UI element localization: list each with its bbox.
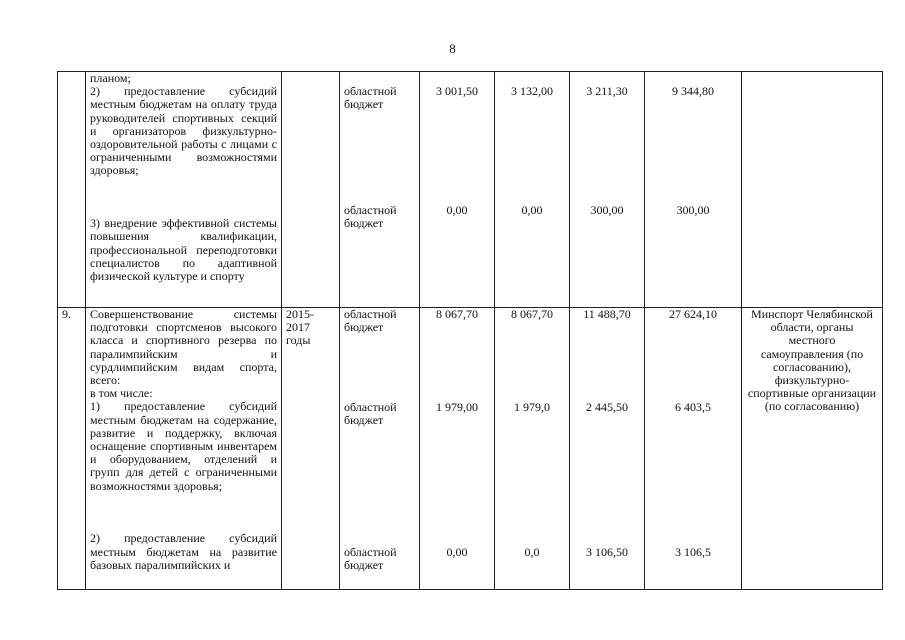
- amount-2017-cell: [570, 308, 645, 590]
- amount-value: 300,00: [590, 203, 624, 217]
- table-row-continuation: [58, 72, 883, 308]
- funding-source: областной бюджет: [344, 400, 397, 428]
- amount-total-cell: [645, 72, 742, 308]
- amount-value: 3 106,50: [586, 545, 628, 559]
- amount-value: 2 445,50: [586, 400, 628, 414]
- amount-value: 0,00: [446, 203, 468, 217]
- funding-source: областной бюджет: [344, 545, 397, 573]
- amount-value: 11 488,70: [583, 307, 631, 321]
- page-number: 8: [449, 41, 456, 56]
- activity-cell: [86, 72, 282, 308]
- responsible-cell: Минспорт Челябинской области, органы местного самоуправления (по согласованию), физкультурно-спортивные организации (по согласованию): [742, 308, 883, 590]
- amount-2016-cell: [495, 308, 570, 590]
- activity-text: 1) предоставление субсидий местным бюджетам на содержание, развитие и поддержку, включая оснащение спортивным инвентарем и оборудованием, отделений и групп для детей с ограниченными возможностями здоровья;: [90, 399, 277, 493]
- amount-value: 0,00: [446, 545, 468, 559]
- amount-2016-cell: [495, 72, 570, 308]
- amount-value: 8 067,70: [511, 307, 553, 321]
- amount-value: 3 211,30: [586, 84, 628, 98]
- funding-source-cell: [340, 72, 420, 308]
- funding-source: областной бюджет: [344, 307, 397, 335]
- funding-source-cell: [340, 308, 420, 590]
- activity-title: Совершенствование системы подготовки спортсменов высокого класса и спортивного резерва по паралимпийским и сурдлимпийским видам спорта, всего:: [90, 307, 277, 388]
- activity-text: 3) внедрение эффективной системы повышения квалификации, профессиональной переподготовки специалистов по адаптивной физической культуре и спорту: [90, 216, 277, 284]
- activity-text: 2) предоставление субсидий местным бюджетам на оплату труда руководителей спортивных секций и организаторов физкультурно-оздоровительной работы с лицами с ограниченными возможностями здоровья;: [90, 84, 277, 178]
- amount-value: 27 624,10: [669, 307, 717, 321]
- amount-value: 9 344,80: [672, 84, 714, 98]
- period-cell: [282, 72, 340, 308]
- amount-value: 3 132,00: [511, 84, 553, 98]
- activity-text: планом;: [90, 71, 131, 85]
- responsible-cell: [742, 72, 883, 308]
- row-number-cell: [58, 72, 86, 308]
- amount-value: 6 403,5: [675, 400, 711, 414]
- amount-value: 3 106,5: [675, 545, 711, 559]
- funding-source: областной бюджет: [344, 203, 397, 231]
- amount-value: 1 979,00: [436, 400, 478, 414]
- amount-value: 8 067,70: [436, 307, 478, 321]
- amount-value: 3 001,50: [436, 84, 478, 98]
- program-table: [57, 71, 883, 590]
- amount-2015-cell: [420, 72, 495, 308]
- funding-source: областной бюджет: [344, 84, 397, 112]
- amount-value: 1 979,0: [514, 400, 550, 414]
- table-row-9: [58, 308, 883, 590]
- amount-value: 0,0: [524, 545, 540, 559]
- amount-total-cell: [645, 308, 742, 590]
- activity-subheading: в том числе:: [90, 386, 153, 401]
- activity-cell: [86, 308, 282, 590]
- amount-value: 300,00: [676, 203, 710, 217]
- activity-text: 2) предоставление субсидий местным бюджетам на развитие базовых паралимпийских и: [90, 531, 277, 572]
- amount-value: 0,00: [521, 203, 543, 217]
- amount-2017-cell: [570, 72, 645, 308]
- period-cell: 2015-2017 годы: [282, 308, 340, 590]
- amount-2015-cell: [420, 308, 495, 590]
- row-number-cell: 9.: [58, 308, 86, 590]
